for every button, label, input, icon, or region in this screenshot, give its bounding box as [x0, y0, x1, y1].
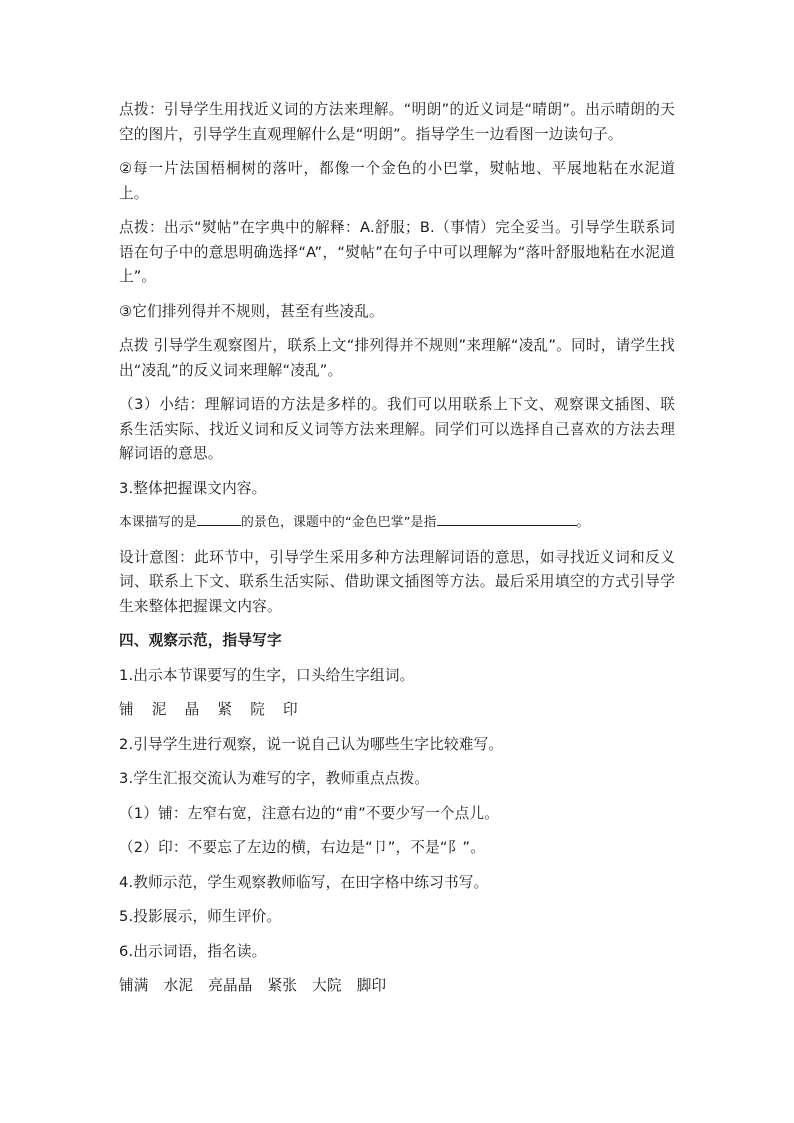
document-page	[119, 98, 675, 1009]
fill-in-blank-sentence	[119, 511, 675, 536]
word-item: 紧张	[267, 977, 298, 994]
paragraph-step-3b: 3.学生汇报交流认为难写的字，教师重点点拨。	[119, 770, 430, 787]
word-item: 亮晶晶	[208, 977, 253, 994]
paragraph-design-intent: 设计意图：此环节中，引导学生采用多种方法理解词语的意思，如寻找近义词和反义词、联系上下文、联系生活实际、借助课文插图等方法。最后采用填空的方式引导学生来整体把握课文内容。	[119, 548, 675, 615]
paragraph-step-5: 5.投影展示，师生评价。	[119, 908, 282, 925]
char-item: 泥	[151, 701, 167, 718]
blank-golden-palm	[437, 511, 577, 526]
paragraph-char-pu: （1）铺：左窄右宽，注意右边的“甫”不要少写一个点儿。	[119, 804, 500, 822]
blank-scenery	[197, 511, 241, 526]
char-item: 铺	[119, 701, 134, 718]
char-item: 院	[250, 701, 265, 718]
paragraph-tip-yutie: 点拨：出示“熨帖”在字典中的解释：A.舒服；B.（事情）完全妥当。引导学生联系词语在句子中的意思明确选择“A”，“熨帖”在句子中可以理解为“落叶舒服地粘在水泥道上”。	[119, 219, 675, 285]
paragraph-char-yin: （2）印：不要忘了左边的横，右边是“卩”，不是“阝”。	[119, 839, 485, 856]
paragraph-tip-lingluan: 点拨 引导学生观察图片，联系上文“排列得并不规则”来理解“凌乱”。同时，请学生找出“凌乱”的反义词来理解“凌乱”。	[119, 337, 675, 379]
paragraph-sentence-2: ②每一片法国梧桐树的落叶，都像一个金色的小巴掌，熨帖地、平展地粘在水泥道上。	[119, 160, 675, 202]
word-list	[119, 974, 675, 999]
fill-text-2: 的景色，课题中的“金色巴掌”是指	[240, 515, 437, 530]
word-item: 水泥	[163, 977, 194, 994]
paragraph-step-6: 6.出示词语，指名读。	[119, 942, 267, 960]
paragraph-summary: （3）小结：理解词语的方法是多样的。我们可以用联系上下文、观察课文插图、联系生活实际、找近义词和反义词等方法来理解。同学们可以选择自己喜欢的方法去理解词语的意思。	[119, 396, 675, 462]
paragraph-step-1: 1.出示本节课要写的生字，口头给生字组词。	[119, 666, 415, 684]
char-item: 紧	[217, 701, 233, 718]
word-item: 脚印	[356, 977, 387, 994]
char-item: 印	[282, 701, 298, 718]
fill-text-1: 本课描写的是	[119, 515, 197, 530]
word-item: 大院	[312, 977, 342, 994]
section-heading: 四、观察示范，指导写字	[119, 632, 282, 649]
paragraph-sentence-3: ③它们排列得并不规则，甚至有些凌乱。	[119, 302, 384, 320]
char-item: 晶	[184, 701, 200, 718]
paragraph-tip-minglang: 点拨：引导学生用找近义词的方法来理解。“明朗”的近义词是“晴朗”。出示晴朗的天空的图片，引导学生直观理解什么是“明朗”。指导学生一边看图一边读句子。	[119, 101, 675, 143]
character-list	[119, 698, 675, 723]
paragraph-step-2: 2.引导学生进行观察，说一说自己认为哪些生字比较难写。	[119, 735, 504, 753]
word-item: 铺满	[119, 977, 149, 994]
paragraph-step-3: 3.整体把握课文内容。	[119, 479, 267, 497]
paragraph-step-4: 4.教师示范，学生观察教师临写，在田字格中练习书写。	[119, 873, 489, 891]
fill-text-3: 。	[576, 515, 590, 530]
